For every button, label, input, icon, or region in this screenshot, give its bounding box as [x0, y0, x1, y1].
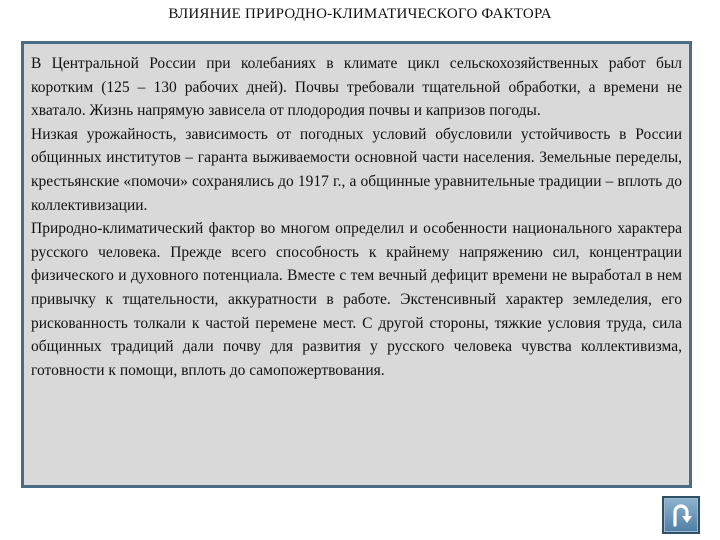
slide-title: ВЛИЯНИЕ ПРИРОДНО-КЛИМАТИЧЕСКОГО ФАКТОРА	[168, 6, 552, 22]
text-box	[21, 41, 692, 488]
paragraph-2: Низкая урожайность, зависимость от погодных условий обусловили устойчивость в России общинных институтов – гаранта выживаемости основной части населения. Земельные переделы, крестьянские «помочи» сохранялись до 1917 г., а общинные уравнительные традиции – вплоть до коллективизации.	[31, 125, 682, 214]
u-turn-arrow-icon	[668, 502, 694, 528]
return-button[interactable]	[662, 496, 700, 534]
paragraph-3: Природно-климатический фактор во многом определил и особенности национального характера русского человека. Прежде всего способность к крайнему напряжению сил, концентрации физического и духовного потенциала. Вместе с тем вечный дефицит времени не выработал в нем привычку к тщательности, аккуратности в работе. Экстенсивный характер земледелия, его рискованность толкали к частой перемене мест. С другой стороны, тяжкие условия труда, сила общинных традиций дали почву для развития у русского человека чувства коллективизма, готовности к помощи, вплоть до самопожертвования.	[31, 220, 682, 379]
paragraph-1: В Центральной России при колебаниях в климате цикл сельскохозяйственных работ был коротким (125 – 130 рабочих дней). Почвы требовали тщательной обработки, а времени не хватало. Жизнь напрямую зависела от плодородия почвы и капризов погоды.	[31, 55, 682, 120]
